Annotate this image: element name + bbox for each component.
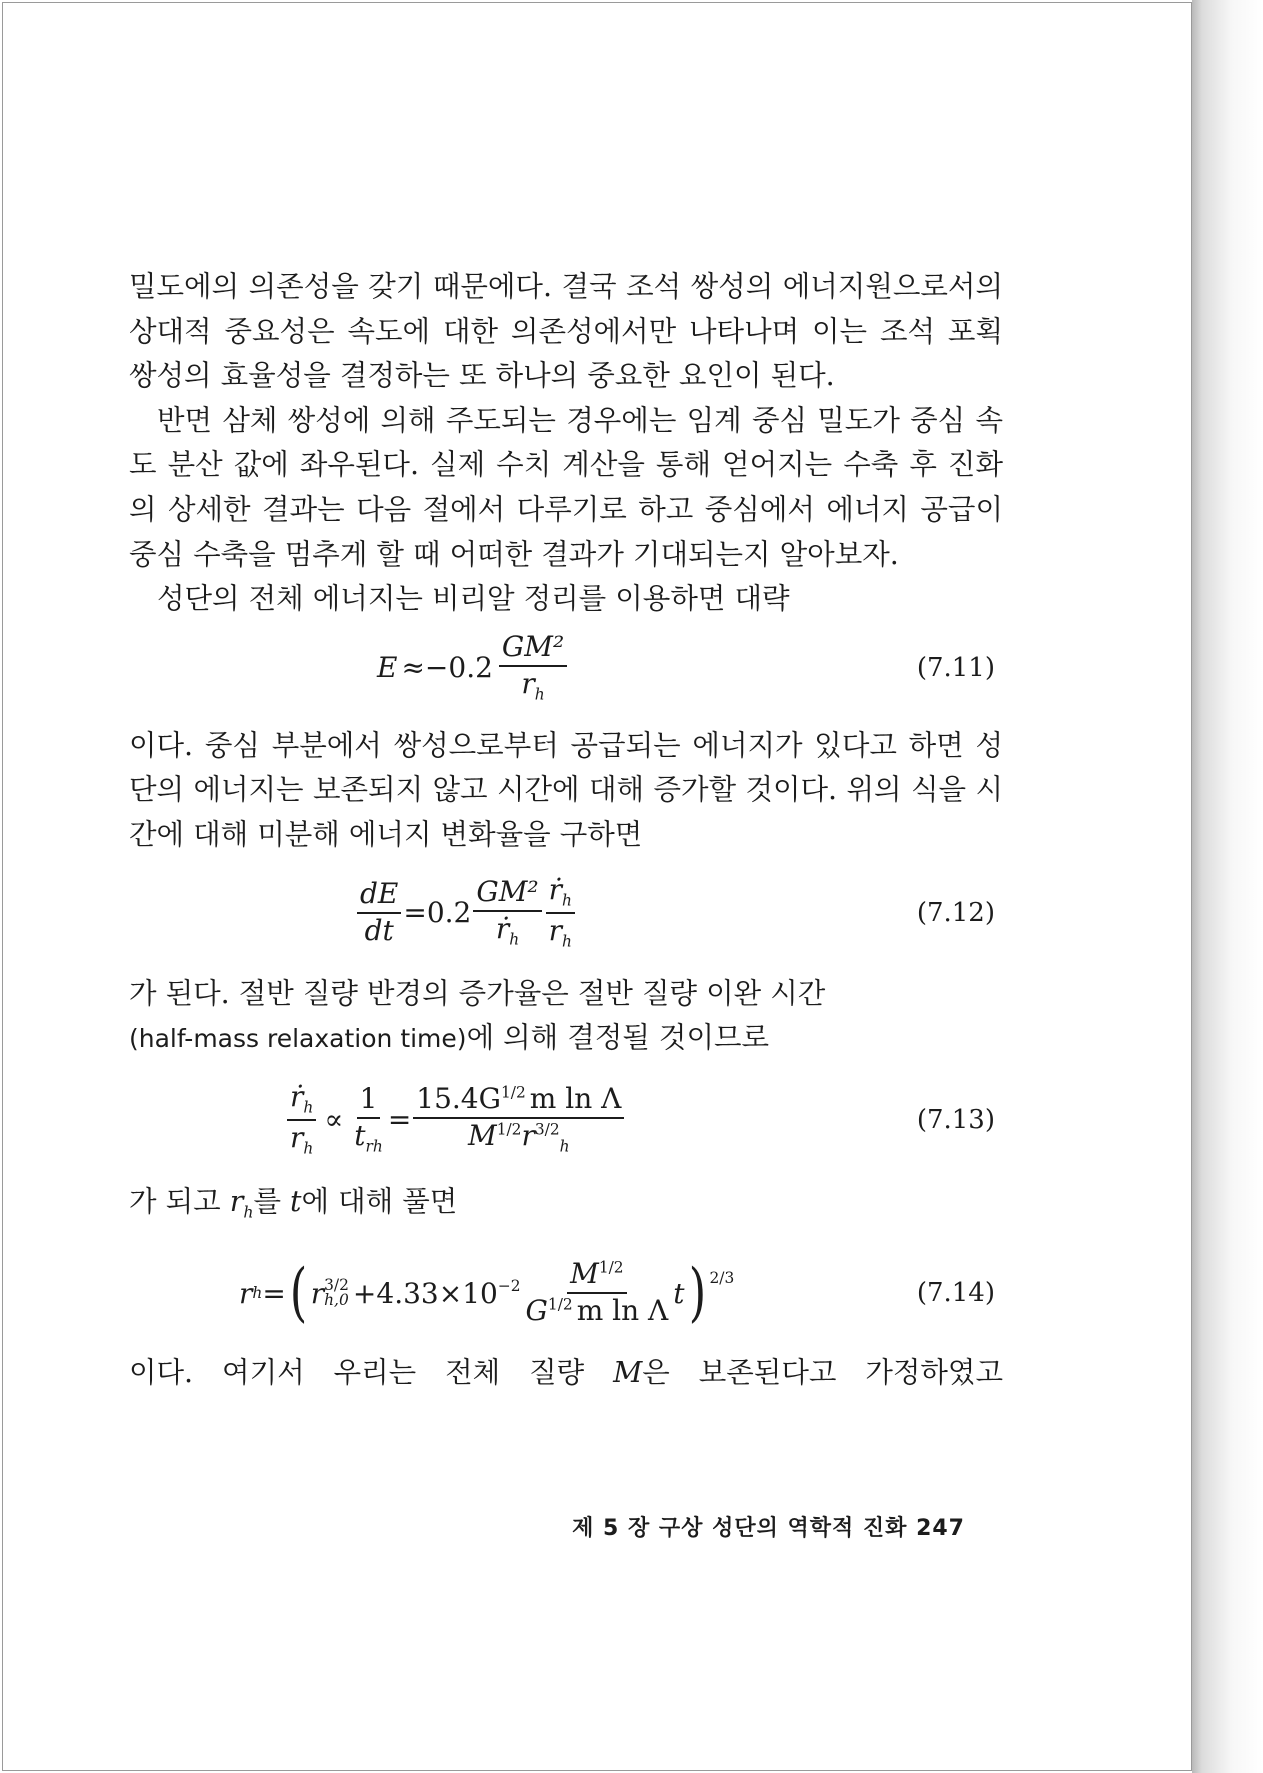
eq713-fraction-3: $\frac{15.4G^{1/2} m \ln \Lambda}{M^{1/2}r^{3/2}_h}$ [413,1084,624,1155]
page-footer: 제 5 장 구상 성단의 역학적 진화 247 [572,1516,965,1541]
paragraph-7: 이다. 여기서 우리는 전체 질량 M은 보존된다고 가정하였고 [129,1356,1003,1389]
symbol-M: M [613,1356,643,1389]
eq713-fraction-2: $\frac{1}{t_{rh}}$ [354,1082,383,1156]
eq711-numerator: GM² [499,632,567,667]
symbol-r-h: $r_h$ [229,1184,254,1222]
eq714-fraction: $\frac{M^{1/2}}{G^{1/2} m \ln \Lambda}$ [525,1257,669,1327]
equation-number-7-12: (7.12) [916,897,995,928]
equation-number-7-14: (7.14) [916,1278,995,1308]
paragraph-5-line-1: 가 된다. 절반 질량 반경의 증가율은 절반 질량 이완 시간 [129,976,826,1010]
eq711-fraction [499,632,567,703]
paragraph-5 [129,972,1003,1062]
equation-number-7-13: (7.13) [916,1104,995,1135]
eq712-equals: =0.2 [403,896,472,930]
half-mass-relaxation-term: (half-mass relaxation time) [129,1024,467,1054]
eq711-denominator: $r_h$ [521,666,545,704]
paragraph-1: 밀도에의 의존성을 갖기 때문에다. 결국 조석 쌍성의 에너지원으로서의 상대적 중요성은 속도에 대한 의존성에서만 나타나며 이는 조석 포획 쌍성의 효율성을 결정하는 또 하나의 중요한 요인이 된다. [129,270,1003,393]
eq712-fraction-2: $\frac{ṙ_h}{r_h}$ [546,875,575,950]
page-edge-shadow [1192,0,1263,1773]
eq714-right-paren: ) [688,1256,706,1330]
eq714-lhs: r [239,1276,253,1310]
eq713-equals: = [387,1103,412,1137]
equation-number-7-11: (7.11) [916,652,995,683]
page-content [129,265,1003,1396]
symbol-t: t [290,1184,302,1218]
paragraph-6: 가 되고 $r_h$를 t에 대해 풀면 [129,1184,458,1222]
eq713-proportional: ∝ [324,1103,344,1137]
eq712-fraction-1: $\frac{\text{GM²}}{ṙ_h}$ [473,877,541,948]
book-page [2,2,1192,1771]
equation-7-14: r h = ( r 3/2 h,0 +4.33×10 $^{-2}$ $\frac{M^{1/2}}{G^{1/2} m \ln \Lambda}$ t ) $^{2/3}$ (7.14) [239,1256,995,1330]
eq711-rel: ≈−0.2 [401,651,493,685]
equation-7-11 [129,622,1003,714]
paragraph-4: 이다. 중심 부분에서 쌍성으로부터 공급되는 에너지가 있다고 하면 성단의 에너지는 보존되지 않고 시간에 대해 증가할 것이다. 위의 식을 시간에 대해 미분해 에너지 변화율을 구하면 [129,728,1003,851]
eq711-lhs: E [377,651,398,685]
eq713-fraction-1: $\frac{ṙ_h}{r_h}$ [287,1082,316,1157]
equation-7-12 [129,858,1003,968]
eq714-left-paren: ( [289,1256,308,1330]
eq714-coefficient: +4.33×10 [352,1276,498,1310]
paragraph-3: 성단의 전체 에너지는 비리알 정리를 이용하면 대략 [157,582,790,616]
paragraph-2: 반면 삼체 쌍성에 의해 주도되는 경우에는 임계 중심 밀도가 중심 속도 분산 값에 좌우된다. 실제 수치 계산을 통해 얻어지는 수축 후 진화의 상세한 결과는 다음 절에서 다루기로 하고 중심에서 에너지 공급이 중심 수축을 멈추게 할 때 어떠한 결과가 기대되는지 알아보자. [129,403,1003,571]
equation-7-13 [129,1062,1003,1178]
paragraph-5-line-2: 에 의해 결정될 것이므로 [466,1021,770,1055]
eq712-derivative: $\frac{dE}{dt}$ [357,879,401,947]
